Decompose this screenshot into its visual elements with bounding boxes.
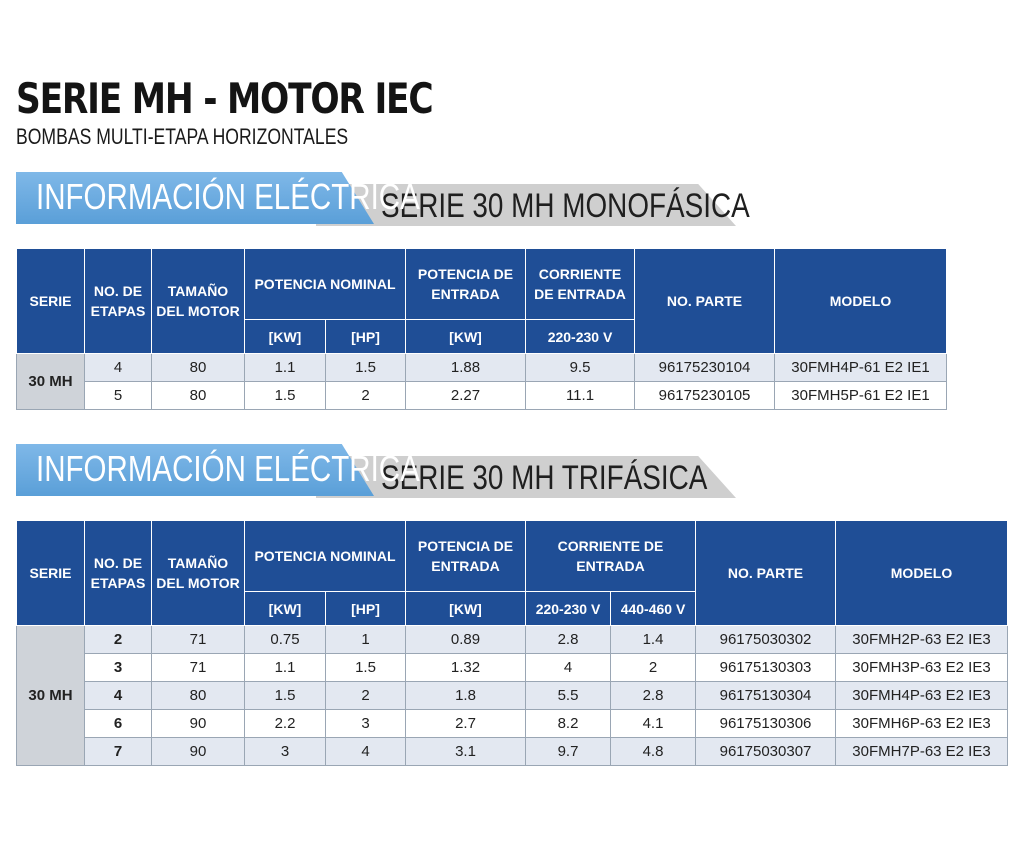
cell-amp-220: 11.1 (526, 382, 635, 410)
header-motor: TAMAÑO DEL MOTOR (152, 249, 245, 354)
cell-hp: 1 (326, 626, 406, 654)
cell-hp: 3 (326, 710, 406, 738)
table-row (17, 626, 1008, 654)
header-kw-entrada: [KW] (406, 320, 526, 354)
header-etapas: NO. DE ETAPAS (85, 249, 152, 354)
cell-amp-440: 4.1 (611, 710, 696, 738)
header-hp: [HP] (326, 592, 406, 626)
cell-parte: 96175030302 (696, 626, 836, 654)
cell-amp-220: 9.7 (526, 738, 611, 766)
cell-kw: 1.1 (245, 354, 326, 382)
cell-hp: 2 (326, 682, 406, 710)
header-kw-entrada: [KW] (406, 592, 526, 626)
table-row (17, 654, 1008, 682)
cell-modelo: 30FMH2P-63 E2 IE3 (836, 626, 1008, 654)
header-corriente: CORRIENTE DE ENTRADA (526, 521, 696, 592)
cell-modelo: 30FMH7P-63 E2 IE3 (836, 738, 1008, 766)
banner-series-label: SERIE 30 MH MONOFÁSICA (381, 187, 750, 225)
header-potencia-nominal: POTENCIA NOMINAL (245, 249, 406, 320)
cell-motor: 80 (152, 382, 245, 410)
cell-amp-220: 2.8 (526, 626, 611, 654)
cell-etapas: 7 (85, 738, 152, 766)
cell-kw-entrada: 3.1 (406, 738, 526, 766)
header-potencia-entrada: POTENCIA DE ENTRADA (406, 249, 526, 320)
cell-amp-440: 1.4 (611, 626, 696, 654)
cell-hp: 1.5 (326, 654, 406, 682)
cell-amp-220: 9.5 (526, 354, 635, 382)
header-serie: SERIE (17, 249, 85, 354)
header-voltage-220: 220-230 V (526, 592, 611, 626)
cell-modelo: 30FMH3P-63 E2 IE3 (836, 654, 1008, 682)
header-corriente: CORRIENTE DE ENTRADA (526, 249, 635, 320)
cell-amp-440: 2.8 (611, 682, 696, 710)
cell-motor: 71 (152, 654, 245, 682)
page-title: SERIE MH - MOTOR IEC (16, 74, 433, 123)
cell-parte: 96175230105 (635, 382, 775, 410)
cell-kw-entrada: 1.88 (406, 354, 526, 382)
banner-section-label: INFORMACIÓN ELÉCTRICA (36, 176, 420, 217)
cell-kw: 0.75 (245, 626, 326, 654)
header-voltage-220: 220-230 V (526, 320, 635, 354)
cell-parte: 96175230104 (635, 354, 775, 382)
header-kw: [KW] (245, 320, 326, 354)
cell-kw: 1.5 (245, 382, 326, 410)
cell-amp-220: 5.5 (526, 682, 611, 710)
section-banner-trifasica (16, 444, 721, 496)
cell-motor: 90 (152, 738, 245, 766)
header-etapas: NO. DE ETAPAS (85, 521, 152, 626)
cell-modelo: 30FMH4P-63 E2 IE3 (836, 682, 1008, 710)
table-row (17, 382, 947, 410)
cell-kw: 3 (245, 738, 326, 766)
section-banner-monofasica (16, 172, 750, 225)
monofasica-table (16, 248, 947, 410)
cell-modelo: 30FMH6P-63 E2 IE3 (836, 710, 1008, 738)
banner-section-label: INFORMACIÓN ELÉCTRICA (36, 448, 420, 489)
cell-parte: 96175130304 (696, 682, 836, 710)
serie-cell: 30 MH (17, 354, 85, 410)
cell-kw: 1.1 (245, 654, 326, 682)
page-subtitle: BOMBAS MULTI-ETAPA HORIZONTALES (16, 124, 349, 149)
cell-amp-220: 8.2 (526, 710, 611, 738)
cell-kw-entrada: 0.89 (406, 626, 526, 654)
cell-kw-entrada: 1.32 (406, 654, 526, 682)
cell-etapas: 3 (85, 654, 152, 682)
cell-amp-440: 2 (611, 654, 696, 682)
cell-etapas: 6 (85, 710, 152, 738)
cell-etapas: 2 (85, 626, 152, 654)
cell-motor: 90 (152, 710, 245, 738)
header-hp: [HP] (326, 320, 406, 354)
header-potencia-entrada: POTENCIA DE ENTRADA (406, 521, 526, 592)
cell-etapas: 5 (85, 382, 152, 410)
trifasica-table (16, 520, 1008, 766)
table-row (17, 738, 1008, 766)
cell-kw: 1.5 (245, 682, 326, 710)
cell-hp: 2 (326, 382, 406, 410)
cell-parte: 96175130303 (696, 654, 836, 682)
header-modelo: MODELO (775, 249, 947, 354)
cell-parte: 96175030307 (696, 738, 836, 766)
header-motor: TAMAÑO DEL MOTOR (152, 521, 245, 626)
cell-hp: 1.5 (326, 354, 406, 382)
header-parte: NO. PARTE (635, 249, 775, 354)
cell-kw-entrada: 2.7 (406, 710, 526, 738)
serie-cell: 30 MH (17, 626, 85, 766)
banner-series-label: SERIE 30 MH TRIFÁSICA (381, 459, 708, 497)
table-row (17, 682, 1008, 710)
cell-modelo: 30FMH5P-61 E2 IE1 (775, 382, 947, 410)
header-kw: [KW] (245, 592, 326, 626)
cell-amp-440: 4.8 (611, 738, 696, 766)
cell-parte: 96175130306 (696, 710, 836, 738)
table-row (17, 354, 947, 382)
header-potencia-nominal: POTENCIA NOMINAL (245, 521, 406, 592)
table-row (17, 710, 1008, 738)
header-modelo: MODELO (836, 521, 1008, 626)
header-parte: NO. PARTE (696, 521, 836, 626)
header-voltage-440: 440-460 V (611, 592, 696, 626)
cell-motor: 71 (152, 626, 245, 654)
cell-kw-entrada: 2.27 (406, 382, 526, 410)
cell-kw-entrada: 1.8 (406, 682, 526, 710)
cell-hp: 4 (326, 738, 406, 766)
cell-etapas: 4 (85, 682, 152, 710)
cell-amp-220: 4 (526, 654, 611, 682)
cell-kw: 2.2 (245, 710, 326, 738)
cell-etapas: 4 (85, 354, 152, 382)
cell-motor: 80 (152, 354, 245, 382)
header-serie: SERIE (17, 521, 85, 626)
cell-motor: 80 (152, 682, 245, 710)
cell-modelo: 30FMH4P-61 E2 IE1 (775, 354, 947, 382)
